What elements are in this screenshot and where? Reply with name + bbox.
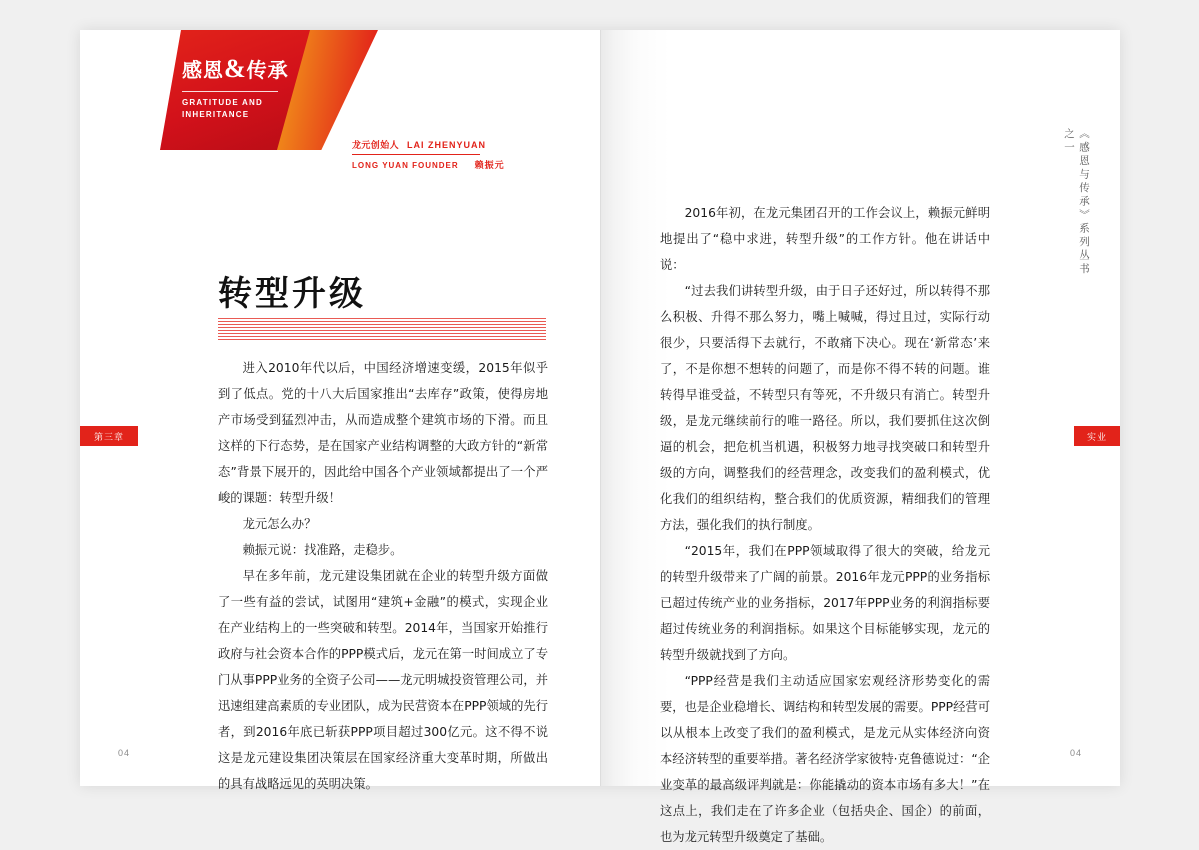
paragraph: 2016年初，在龙元集团召开的工作会议上，赖振元鲜明地提出了“稳中求进，转型升级”的工作方针。他在讲话中说： — [660, 206, 990, 272]
paragraph: 龙元怎么办？ — [242, 517, 317, 531]
masthead-cn-title — [182, 54, 289, 84]
masthead-text — [182, 54, 289, 121]
byline-divider — [352, 154, 480, 155]
folio-right: 04 — [1069, 748, 1082, 758]
masthead-cn-part2: 传承 — [246, 58, 289, 82]
paragraph: 赖振元说：找准路，走稳步。 — [242, 543, 403, 557]
right-page — [600, 30, 1120, 844]
byline-name-en: LAI ZHENYUAN — [407, 140, 487, 150]
masthead-en-line1: GRATITUDE AND — [182, 98, 263, 107]
byline-line-2 — [352, 158, 505, 171]
masthead-en-line2: INHERITANCE — [182, 110, 250, 119]
chapter-tab-right: 实业 — [1074, 426, 1120, 446]
byline-role-cn: 龙元创始人 — [352, 140, 400, 150]
page-title: 转型升级 — [218, 274, 366, 314]
right-body-text — [660, 200, 990, 850]
title-underline-pattern — [218, 318, 546, 340]
left-page — [80, 30, 600, 791]
byline-name-cn: 赖振元 — [474, 161, 505, 171]
byline-line-1 — [352, 138, 505, 151]
left-body-text — [218, 355, 548, 797]
paragraph: “PPP经营是我们主动适应国家宏观经济形势变化的需要，也是企业稳增长、调结构和转型发展的需要。PPP经营可以从根本上改变了我们的盈利模式，是龙元从实体经济向资本经济转型的重要举措。著名经济学家彼特·克鲁德说过：“企业变革的最高级评判就是：你能撬动的资本市场有多大！”在这点上，我们走在了许多企业（包括央企、国企）的前面，也为龙元转型升级奠定了基础。 — [660, 674, 990, 844]
masthead-cn-part1: 感恩 — [182, 58, 224, 82]
byline-role-en: LONG YUAN FOUNDER — [352, 161, 459, 170]
masthead — [160, 30, 378, 150]
paragraph: 早在多年前，龙元建设集团就在企业的转型升级方面做了一些有益的尝试，试图用“建筑+金融”的模式，实现企业在产业结构上的一些突破和转型。2014年，当国家开始推行政府与社会资本合作的PPP模式后，龙元在第一时间成立了专门从事PPP业务的全资子公司——龙元明城投资管理公司，并迅速组建高素质的专业团队，成为民营资本在PPP领域的先行者，到2016年底已斩获PPP项目超过300亿元。这不得不说这是龙元建设集团决策层在国家经济重大变革时期，所做出的具有战略远见的英明决策。 — [218, 569, 548, 791]
spread-gutter — [600, 30, 601, 786]
masthead-divider — [182, 91, 278, 92]
folio-left: 04 — [118, 748, 131, 758]
series-vertical-title: 《感恩与传承》系列丛书之一 — [1063, 128, 1090, 277]
chapter-tab-left: 第三章 — [80, 426, 138, 446]
paragraph: “2015年，我们在PPP领域取得了很大的突破，给龙元的转型升级带来了广阔的前景。2016年龙元PPP的业务指标已超过传统产业的业务指标，2017年PPP业务的利润指标要超过传统业务的利润指标。如果这个目标能够实现，龙元的转型升级就找到了方向。 — [660, 544, 990, 662]
paragraph: 进入2010年代以后，中国经济增速变缓，2015年似乎到了低点。党的十八大后国家推出“去库存”政策，使得房地产市场受到猛烈冲击，从而造成整个建筑市场的下滑。而且这样的下行态势，是在国家产业结构调整的大政方针的“新常态”背景下展开的，因此给中国各个产业领域都提出了一个严峻的课题：转型升级！ — [218, 361, 548, 505]
book-spread — [80, 30, 1120, 844]
masthead-ampersand: & — [224, 54, 247, 83]
byline — [352, 138, 505, 171]
paragraph: “过去我们讲转型升级，由于日子还好过，所以转得不那么积极、升得不那么努力，嘴上喊喊，得过且过，实际行动很少，只要活得下去就行，不敢痛下决心。现在‘新常态’来了，不是你想不想转的问题了，而是你不得不转的问题。谁转得早谁受益，不转型只有等死，不升级只有消亡。转型升级，是龙元继续前行的唯一路径。所以，我们要抓住这次倒逼的机会，把危机当机遇，积极努力地寻找突破口和转型升级的方向，调整我们的经营理念，改变我们的盈利模式，优化我们的组织结构，整合我们的优质资源，精细我们的管理方法，强化我们的执行制度。 — [660, 284, 990, 532]
